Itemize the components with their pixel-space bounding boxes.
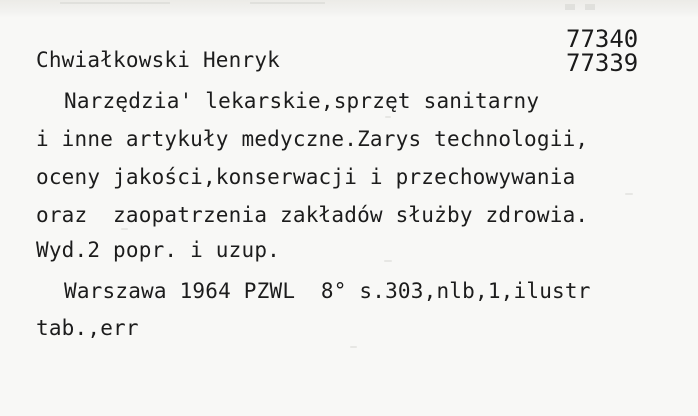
publication-line: tab.,err: [36, 316, 139, 340]
paper-spot: [350, 346, 357, 348]
print-bleed: [585, 4, 595, 10]
title-line: oraz zaopatrzenia zakładów służby zdrowia.: [36, 203, 589, 227]
title-line: Narzędzia' lekarskie,sprzęt sanitarny: [64, 89, 540, 113]
paper-spot: [385, 116, 391, 118]
reference-number-primary: 77340: [566, 25, 639, 53]
paper-spot: [384, 260, 392, 262]
title-line: i inne artykuły medyczne.Zarys technologii,: [36, 127, 589, 151]
print-bleed: [60, 2, 170, 4]
author-name: Chwiałkowski Henryk: [36, 48, 281, 72]
reference-number-secondary: 77339: [566, 49, 639, 77]
paper-spot: [625, 193, 633, 195]
title-line: oceny jakości,konserwacji i przechowywania: [36, 165, 576, 189]
paper-spot: [121, 228, 128, 230]
edition-line: Wyd.2 popr. i uzup.: [36, 238, 281, 262]
publication-line: Warszawa 1964 PZWL 8° s.303,nlb,1,ilustr: [64, 279, 591, 303]
print-bleed: [565, 4, 575, 10]
print-bleed: [250, 2, 325, 4]
